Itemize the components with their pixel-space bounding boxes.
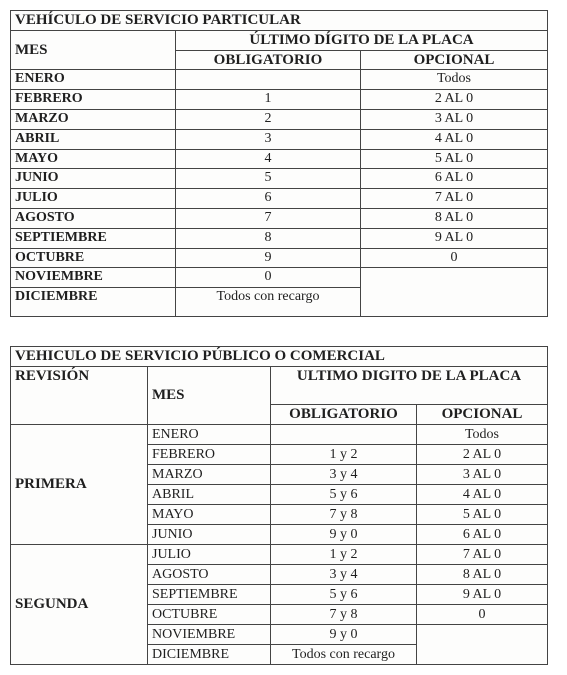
publico-obligatorio-cell: 9 y 0 [271, 525, 417, 545]
publico-opcional-cell: 7 AL 0 [417, 545, 548, 565]
particular-mes-cell: JULIO [11, 189, 176, 209]
publico-opcional-cell: 6 AL 0 [417, 525, 548, 545]
particular-mes-cell: ABRIL [11, 129, 176, 149]
publico-col-obligatorio: OBLIGATORIO [271, 405, 417, 425]
publico-opcional-cell: 4 AL 0 [417, 485, 548, 505]
publico-opcional-cell: 0 [417, 605, 548, 625]
particular-mes-cell: DICIEMBRE [11, 288, 176, 317]
publico-opcional-cell: Todos [417, 425, 548, 445]
particular-obligatorio-cell: 6 [176, 189, 361, 209]
publico-mes-cell: MAYO [148, 505, 271, 525]
publico-table [10, 346, 548, 665]
publico-col-group: ULTIMO DIGITO DE LA PLACA [271, 367, 548, 405]
particular-mes-cell: AGOSTO [11, 208, 176, 228]
publico-obligatorio-cell: 7 y 8 [271, 605, 417, 625]
publico-mes-cell: JUNIO [148, 525, 271, 545]
particular-col-mes: MES [11, 30, 176, 70]
particular-mes-cell: JUNIO [11, 169, 176, 189]
particular-mes-cell: ENERO [11, 70, 176, 90]
particular-obligatorio-cell: Todos con recargo [176, 288, 361, 317]
publico-obligatorio-cell [271, 425, 417, 445]
particular-table [10, 10, 548, 317]
publico-title: VEHICULO DE SERVICIO PÚBLICO O COMERCIAL [11, 347, 548, 367]
publico-opcional-cell: 2 AL 0 [417, 445, 548, 465]
particular-opcional-cell: 5 AL 0 [361, 149, 548, 169]
particular-col-group: ÚLTIMO DÍGITO DE LA PLACA [176, 30, 548, 50]
particular-opcional-cell [361, 268, 548, 317]
publico-opcional-cell: 9 AL 0 [417, 585, 548, 605]
particular-obligatorio-cell: 3 [176, 129, 361, 149]
particular-obligatorio-cell: 9 [176, 248, 361, 268]
particular-opcional-cell: 9 AL 0 [361, 228, 548, 248]
publico-col-mes: MES [148, 367, 271, 425]
particular-mes-cell: MAYO [11, 149, 176, 169]
particular-obligatorio-cell: 1 [176, 90, 361, 110]
particular-obligatorio-cell: 0 [176, 268, 361, 288]
publico-revision-primera: PRIMERA [11, 425, 148, 545]
publico-mes-cell: NOVIEMBRE [148, 625, 271, 645]
publico-opcional-cell [417, 625, 548, 665]
publico-obligatorio-cell: 5 y 6 [271, 585, 417, 605]
publico-opcional-cell: 5 AL 0 [417, 505, 548, 525]
publico-mes-cell: AGOSTO [148, 565, 271, 585]
particular-opcional-cell: 8 AL 0 [361, 208, 548, 228]
particular-opcional-cell: 4 AL 0 [361, 129, 548, 149]
publico-obligatorio-cell: 7 y 8 [271, 505, 417, 525]
particular-opcional-cell: 6 AL 0 [361, 169, 548, 189]
publico-mes-cell: ENERO [148, 425, 271, 445]
particular-opcional-cell: Todos [361, 70, 548, 90]
particular-mes-cell: FEBRERO [11, 90, 176, 110]
particular-obligatorio-cell: 5 [176, 169, 361, 189]
particular-obligatorio-cell [176, 70, 361, 90]
particular-title: VEHÍCULO DE SERVICIO PARTICULAR [11, 11, 548, 31]
particular-mes-cell: SEPTIEMBRE [11, 228, 176, 248]
particular-mes-cell: OCTUBRE [11, 248, 176, 268]
particular-obligatorio-cell: 7 [176, 208, 361, 228]
particular-opcional-cell: 7 AL 0 [361, 189, 548, 209]
publico-col-revision: REVISIÓN [11, 367, 148, 425]
publico-mes-cell: MARZO [148, 465, 271, 485]
particular-col-opcional: OPCIONAL [361, 50, 548, 70]
publico-obligatorio-cell: Todos con recargo [271, 645, 417, 665]
particular-opcional-cell: 3 AL 0 [361, 109, 548, 129]
particular-col-obligatorio: OBLIGATORIO [176, 50, 361, 70]
publico-obligatorio-cell: 3 y 4 [271, 465, 417, 485]
publico-opcional-cell: 3 AL 0 [417, 465, 548, 485]
particular-obligatorio-cell: 4 [176, 149, 361, 169]
publico-obligatorio-cell: 1 y 2 [271, 545, 417, 565]
publico-obligatorio-cell: 1 y 2 [271, 445, 417, 465]
publico-opcional-cell: 8 AL 0 [417, 565, 548, 585]
particular-obligatorio-cell: 2 [176, 109, 361, 129]
publico-obligatorio-cell: 3 y 4 [271, 565, 417, 585]
publico-mes-cell: ABRIL [148, 485, 271, 505]
publico-obligatorio-cell: 5 y 6 [271, 485, 417, 505]
publico-mes-cell: FEBRERO [148, 445, 271, 465]
publico-mes-cell: SEPTIEMBRE [148, 585, 271, 605]
publico-revision-segunda: SEGUNDA [11, 545, 148, 665]
particular-opcional-cell: 2 AL 0 [361, 90, 548, 110]
particular-opcional-cell: 0 [361, 248, 548, 268]
particular-mes-cell: NOVIEMBRE [11, 268, 176, 288]
particular-mes-cell: MARZO [11, 109, 176, 129]
particular-obligatorio-cell: 8 [176, 228, 361, 248]
publico-col-opcional: OPCIONAL [417, 405, 548, 425]
publico-mes-cell: JULIO [148, 545, 271, 565]
publico-mes-cell: DICIEMBRE [148, 645, 271, 665]
publico-obligatorio-cell: 9 y 0 [271, 625, 417, 645]
publico-mes-cell: OCTUBRE [148, 605, 271, 625]
